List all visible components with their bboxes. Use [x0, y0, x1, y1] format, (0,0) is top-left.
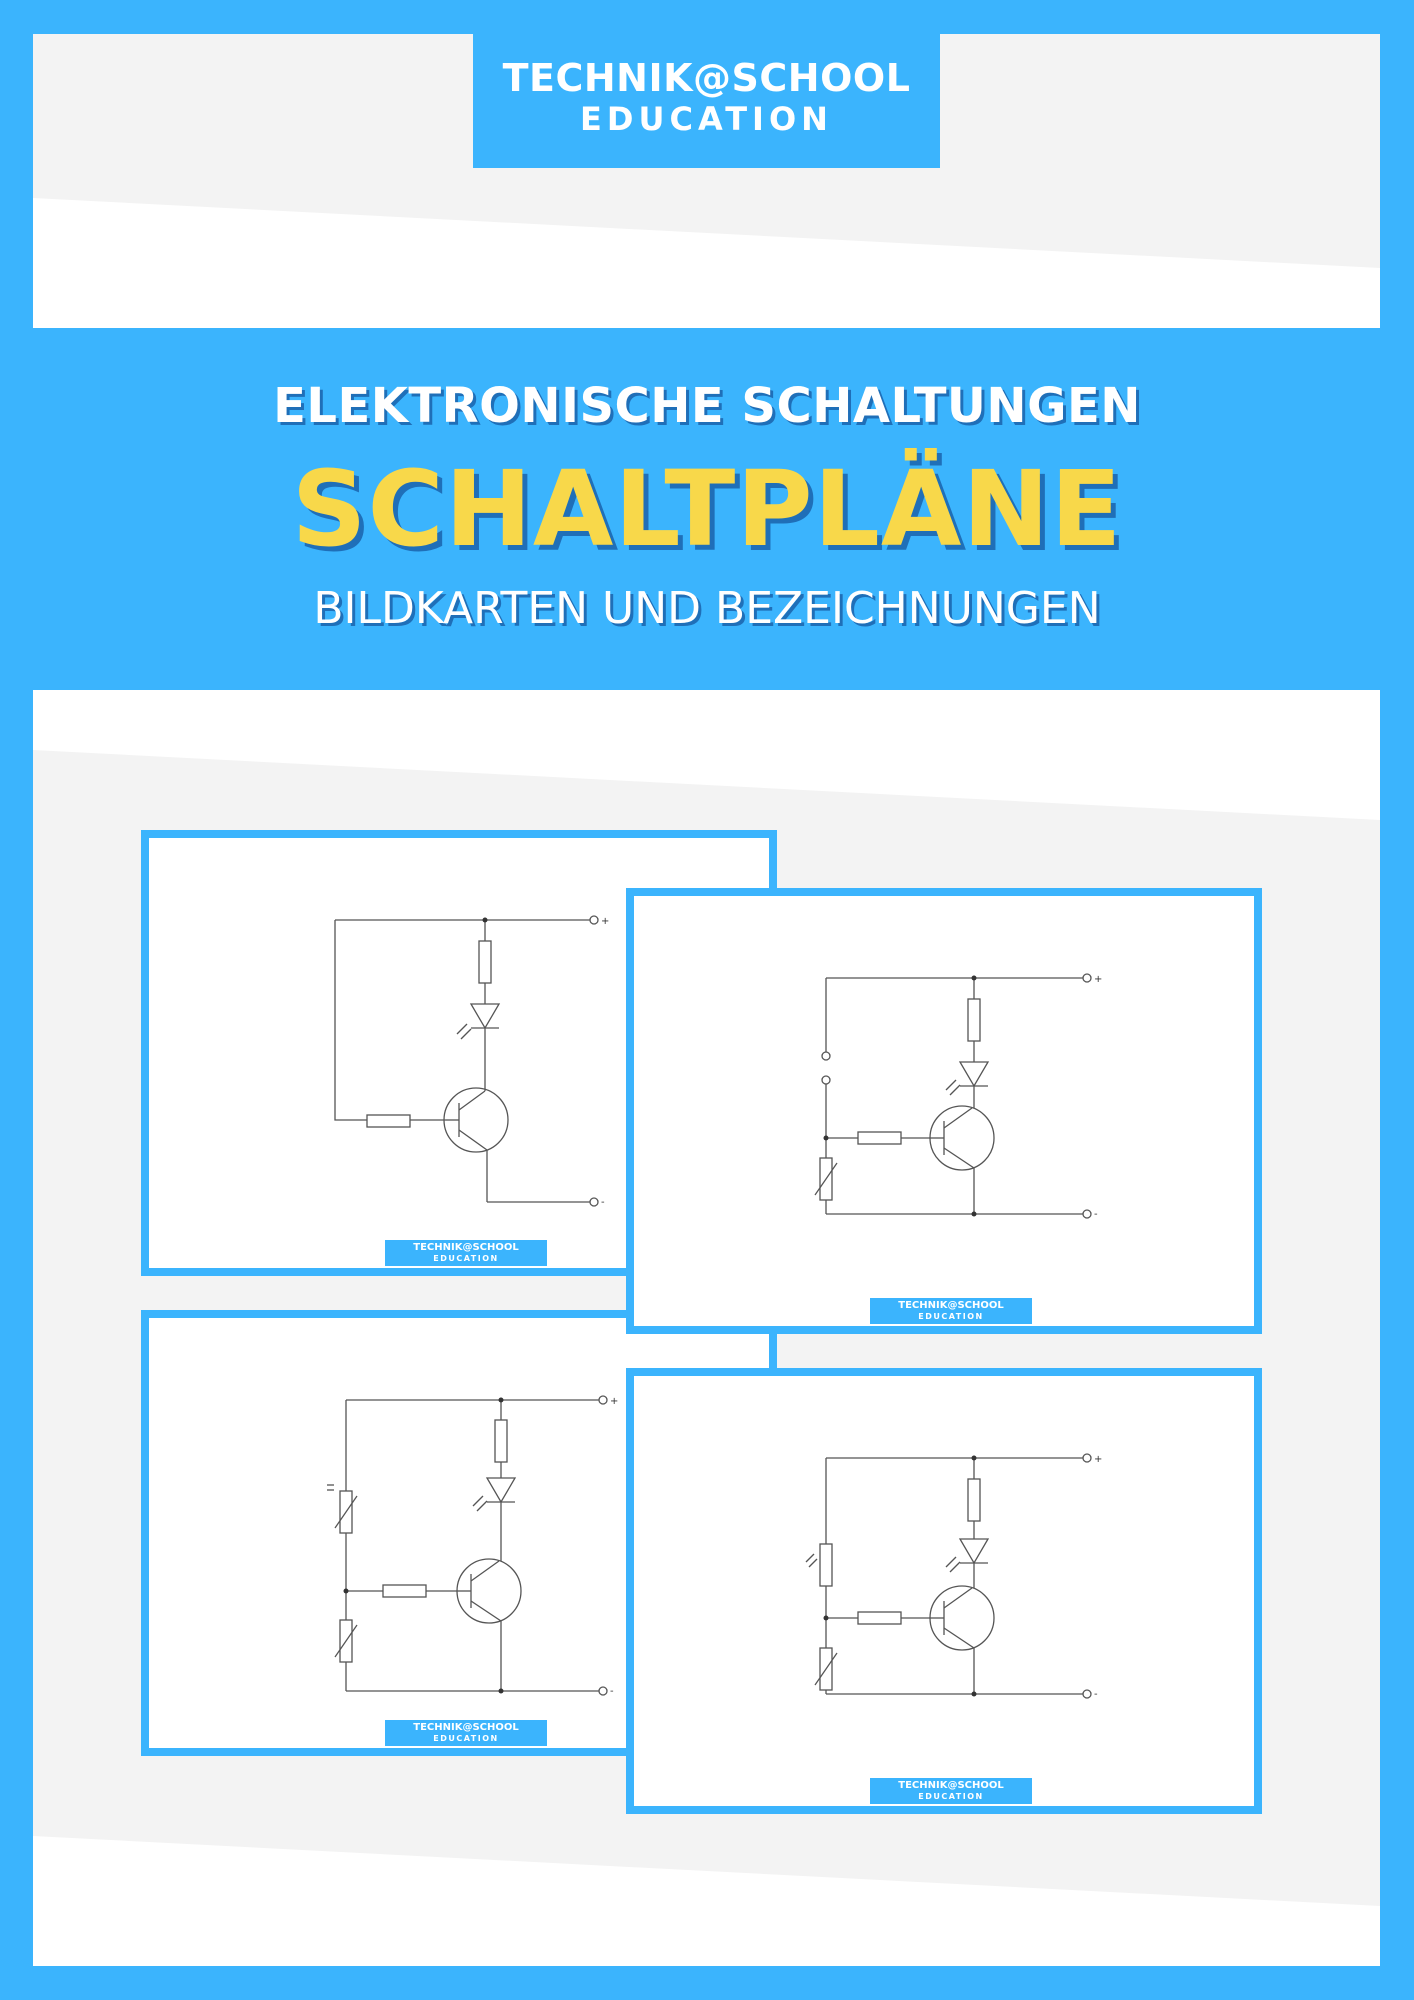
- card-logo-sub: EDUCATION: [918, 1792, 984, 1801]
- plus-terminal-label: +: [610, 1396, 619, 1407]
- plus-terminal-label: +: [1094, 1454, 1103, 1465]
- header-logo-sub: EDUCATION: [580, 100, 833, 138]
- title-main: SCHALTPLÄNE: [291, 448, 1123, 570]
- card-logo-main: TECHNIK@SCHOOL: [898, 1300, 1004, 1311]
- header-logo-main: TECHNIK@SCHOOL: [502, 56, 911, 100]
- title-line1: ELEKTRONISCHE SCHALTUNGEN: [273, 378, 1141, 434]
- card-logo-main: TECHNIK@SCHOOL: [413, 1242, 519, 1253]
- title-line3: BILDKARTEN UND BEZEICHNUNGEN: [313, 583, 1101, 634]
- minus-terminal-label: -: [1094, 1209, 1098, 1220]
- circuit-card-2: [626, 888, 1262, 1334]
- minus-terminal-label: -: [1094, 1689, 1098, 1700]
- card-logo-sub: EDUCATION: [918, 1312, 984, 1321]
- card-logo-sub: EDUCATION: [433, 1734, 499, 1743]
- card-logo: [870, 1298, 1032, 1324]
- plus-terminal-label: +: [1094, 974, 1103, 985]
- circuit-diagram-4: [634, 1376, 1254, 1806]
- card-logo-sub: EDUCATION: [433, 1254, 499, 1263]
- minus-terminal-label: -: [610, 1686, 614, 1697]
- card-logo-main: TECHNIK@SCHOOL: [898, 1780, 1004, 1791]
- card-logo: [385, 1720, 547, 1746]
- circuit-diagram-2: [634, 896, 1254, 1326]
- header-logo: [473, 34, 940, 168]
- card-logo: [870, 1778, 1032, 1804]
- minus-terminal-label: -: [601, 1197, 605, 1208]
- card-logo: [385, 1240, 547, 1266]
- card-logo-main: TECHNIK@SCHOOL: [413, 1722, 519, 1733]
- circuit-card-4: [626, 1368, 1262, 1814]
- header-panel: [33, 34, 1380, 328]
- plus-terminal-label: +: [601, 916, 610, 927]
